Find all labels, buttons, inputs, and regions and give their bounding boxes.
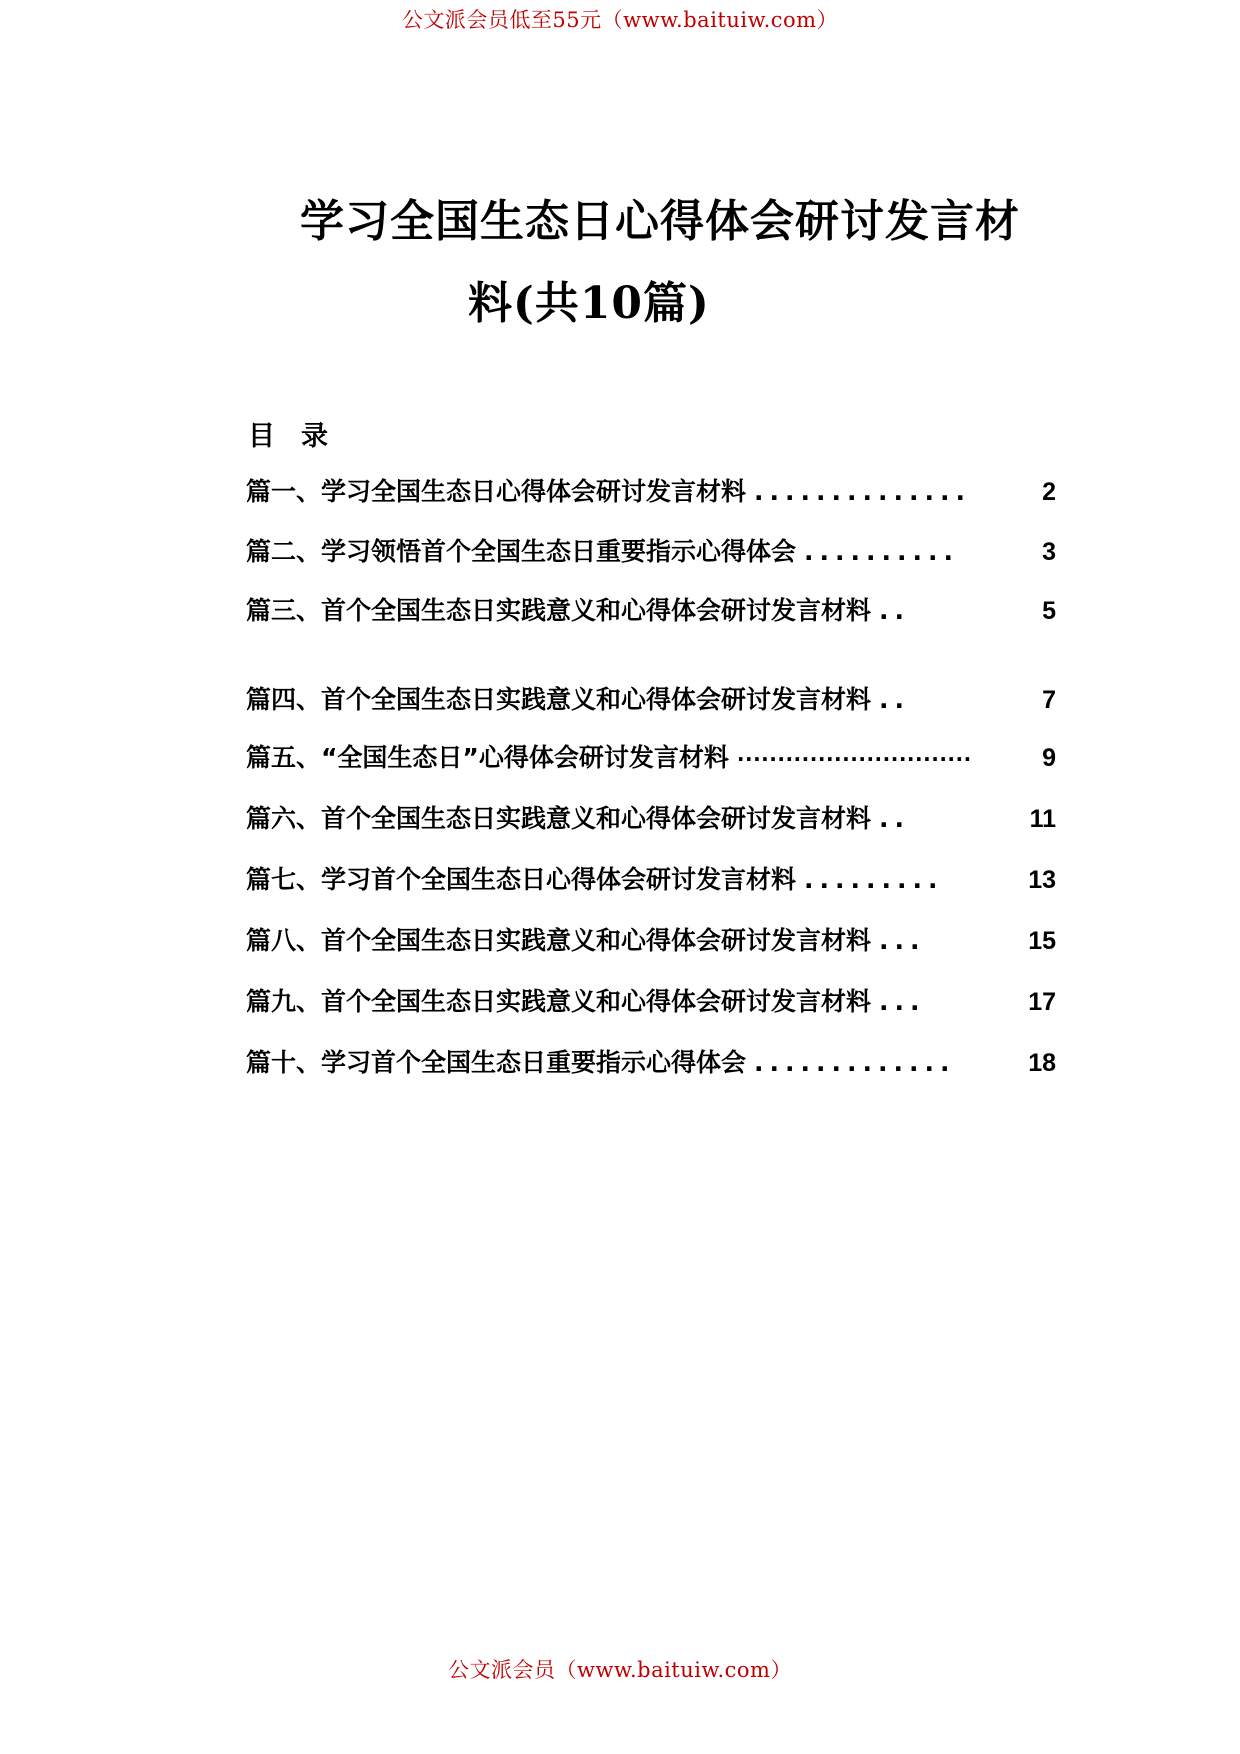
document-title-line-2: 料(共10篇) [468, 278, 710, 329]
toc-item-title: 篇二、学习领悟首个全国生态日重要指示心得体会 [246, 537, 797, 566]
toc-item-leader: ... [879, 987, 926, 1016]
toc-item-title: 篇一、学习全国生态日心得体会研讨发言材料 [246, 477, 747, 506]
toc-item[interactable] [246, 532, 1056, 568]
toc-item[interactable] [246, 982, 1056, 1018]
toc-item-page: 13 [1028, 866, 1056, 894]
toc-item[interactable] [246, 591, 1056, 627]
toc-item-leader: .. [879, 596, 911, 625]
toc-item-title: 篇四、首个全国生态日实践意义和心得体会研讨发言材料 [246, 685, 872, 714]
document-title-line-1: 学习全国生态日心得体会研讨发言材 [300, 196, 1020, 247]
header-advertisement[interactable]: 公文派会员低至55元（www.baituiw.com） [401, 8, 839, 32]
toc-item-leader: .......... [804, 537, 959, 566]
toc-item[interactable] [246, 860, 1056, 896]
toc-item-page: 17 [1028, 988, 1056, 1016]
toc-item-leader: ····························· [736, 747, 972, 771]
toc-item-leader: .. [879, 685, 911, 714]
toc-item-leader: ......... [804, 865, 944, 894]
toc-item-page: 15 [1028, 927, 1056, 955]
toc-item-page: 9 [1042, 744, 1056, 772]
toc-item[interactable] [246, 1043, 1056, 1079]
toc-item-title: 篇八、首个全国生态日实践意义和心得体会研讨发言材料 [246, 926, 872, 955]
toc-item-leader: .. [879, 804, 911, 833]
toc-item-title: 篇七、学习首个全国生态日心得体会研讨发言材料 [246, 865, 797, 894]
toc-item-page: 7 [1042, 686, 1056, 714]
footer-advertisement[interactable]: 公文派会员（www.baituiw.com） [448, 1658, 792, 1682]
toc-item-title: 篇十、学习首个全国生态日重要指示心得体会 [246, 1048, 747, 1077]
toc-item-title: 篇六、首个全国生态日实践意义和心得体会研讨发言材料 [246, 804, 872, 833]
toc-item[interactable] [246, 921, 1056, 957]
toc-item-page: 2 [1042, 478, 1056, 506]
toc-item-page: 3 [1042, 538, 1056, 566]
toc-item-title: 篇三、首个全国生态日实践意义和心得体会研讨发言材料 [246, 596, 872, 625]
toc-item-page: 18 [1028, 1049, 1056, 1077]
toc-item-page: 11 [1029, 805, 1056, 833]
toc-heading: 目录 [248, 421, 354, 452]
toc-item[interactable] [246, 680, 1056, 716]
toc-item-title: 篇九、首个全国生态日实践意义和心得体会研讨发言材料 [246, 987, 872, 1016]
toc-item-leader: ... [879, 926, 926, 955]
toc-item-leader: ............. [754, 1048, 956, 1077]
toc-item[interactable] [246, 472, 1056, 508]
toc-item[interactable] [246, 738, 1056, 774]
toc-item-leader: .............. [754, 477, 971, 506]
toc-item-page: 5 [1042, 597, 1056, 625]
toc-item-title: 篇五、“全国生态日”心得体会研讨发言材料 [246, 743, 729, 772]
toc-item[interactable] [246, 799, 1056, 835]
